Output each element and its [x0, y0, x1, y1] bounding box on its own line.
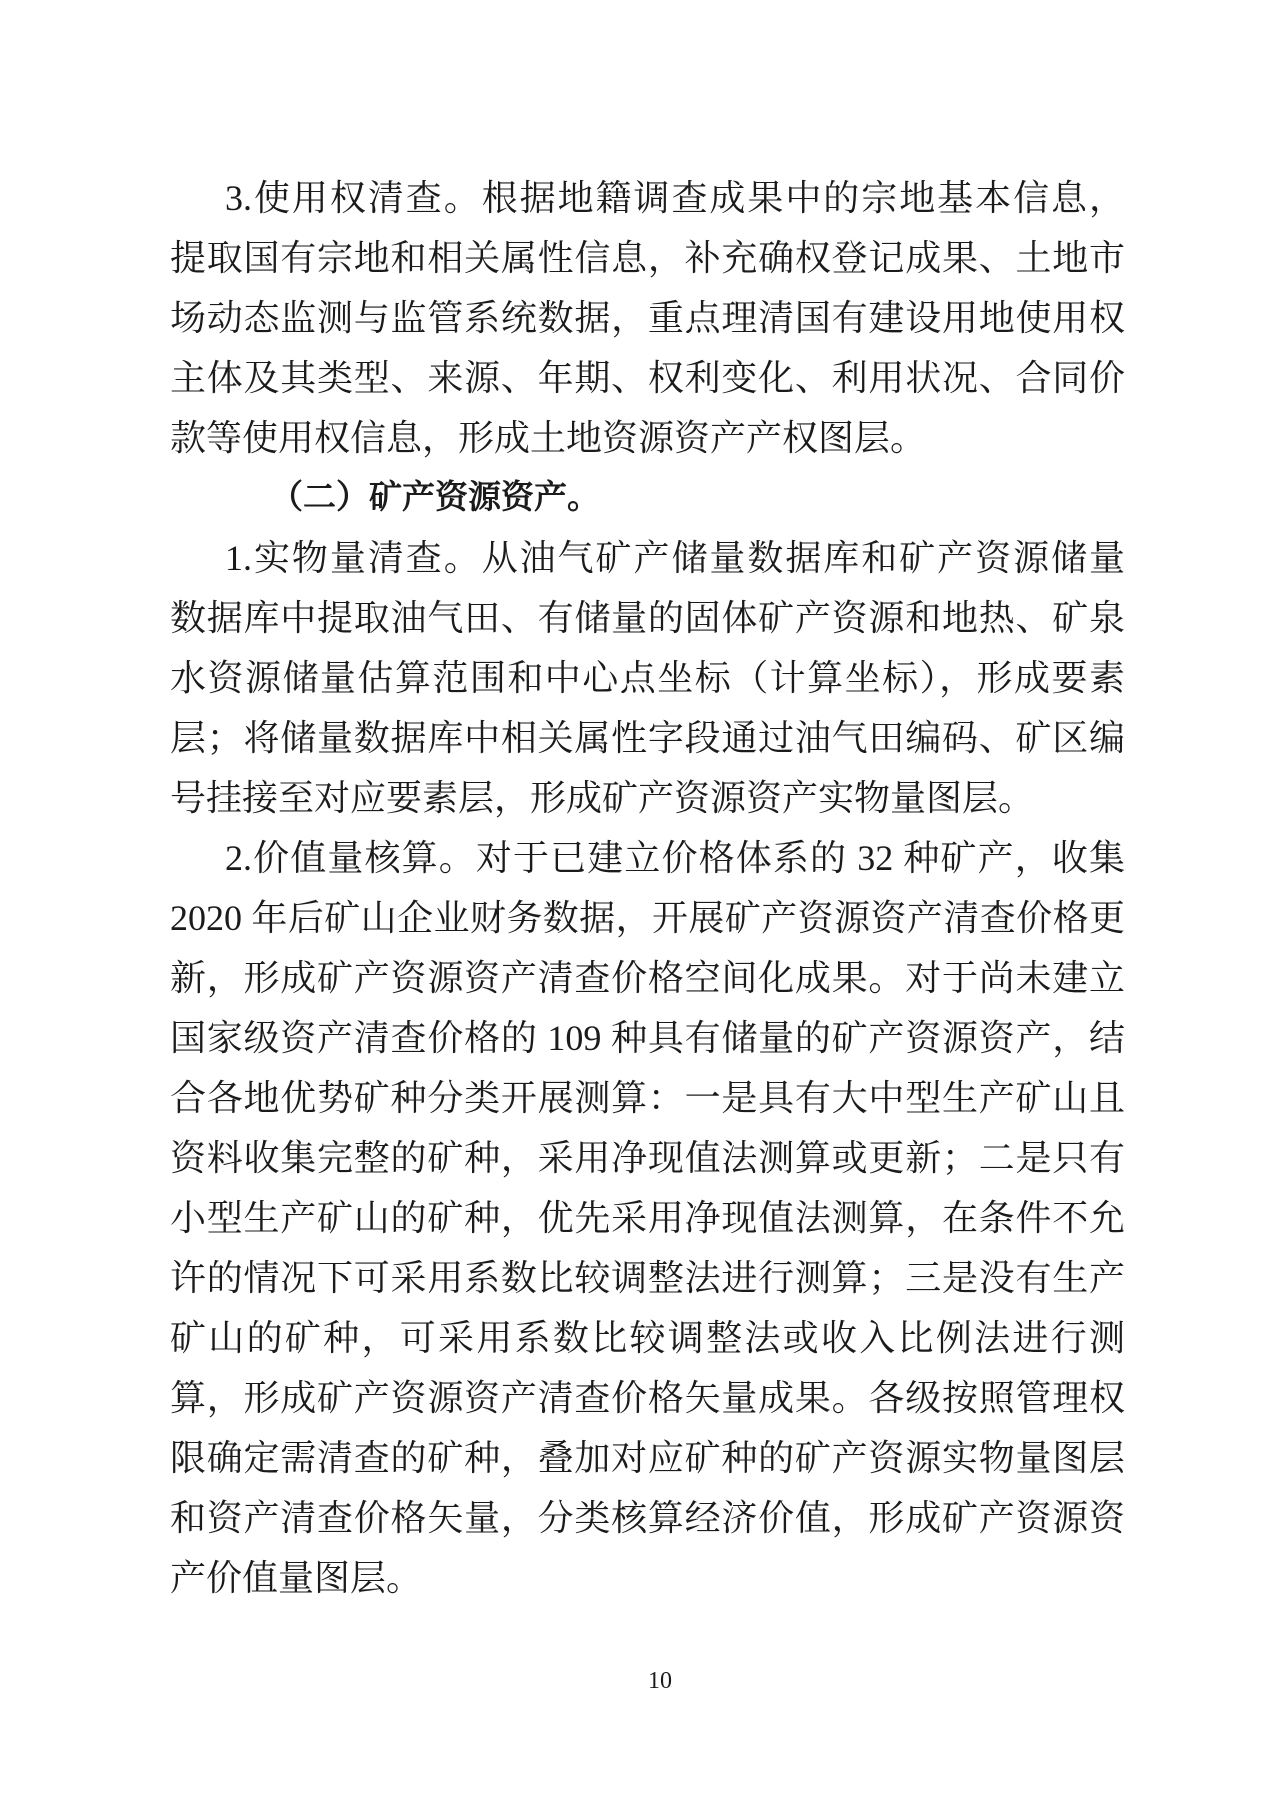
text-line: 矿山的矿种，可采用系数比较调整法或收入比例法进行测: [170, 1318, 1125, 1358]
text-line: 主体及其类型、来源、年期、权利变化、利用状况、合同价: [170, 358, 1125, 398]
document-body: [170, 168, 1125, 1608]
text-line: 号挂接至对应要素层，形成矿产资源资产实物量图层。: [170, 778, 1035, 818]
text-line: 场动态监测与监管系统数据，重点理清国有建设用地使用权: [170, 298, 1125, 338]
text-line: 款等使用权信息，形成土地资源资产产权图层。: [170, 418, 927, 458]
text-line: 2020 年后矿山企业财务数据，开展矿产资源资产清查价格更: [170, 898, 1125, 938]
page-number: 10: [648, 1668, 672, 1694]
text-line: 小型生产矿山的矿种，优先采用净现值法测算，在条件不允: [170, 1198, 1125, 1238]
text-line: 提取国有宗地和相关属性信息，补充确权登记成果、土地市: [170, 238, 1125, 278]
text-line: 新，形成矿产资源资产清查价格空间化成果。对于尚未建立: [170, 958, 1125, 998]
text-line: 国家级资产清查价格的 109 种具有储量的矿产资源资产，结: [170, 1018, 1125, 1058]
section-heading: （二）矿产资源资产。: [270, 480, 600, 516]
text-line: 水资源储量估算范围和中心点坐标（计算坐标），形成要素: [170, 658, 1125, 698]
text-line: 和资产清查价格矢量，分类核算经济价值，形成矿产资源资: [170, 1498, 1125, 1538]
text-line: 2.价值量核算。对于已建立价格体系的 32 种矿产，收集: [225, 838, 1125, 878]
text-line: 产价值量图层。: [170, 1558, 423, 1598]
text-line: 算，形成矿产资源资产清查价格矢量成果。各级按照管理权: [170, 1378, 1125, 1418]
text-line: 限确定需清查的矿种，叠加对应矿种的矿产资源实物量图层: [170, 1438, 1125, 1478]
text-line: 资料收集完整的矿种，采用净现值法测算或更新；二是只有: [170, 1138, 1125, 1178]
text-line: 3.使用权清查。根据地籍调查成果中的宗地基本信息，: [225, 178, 1125, 218]
text-line: 1.实物量清查。从油气矿产储量数据库和矿产资源储量: [225, 538, 1125, 578]
text-line: 合各地优势矿种分类开展测算：一是具有大中型生产矿山且: [170, 1078, 1125, 1118]
text-line: 数据库中提取油气田、有储量的固体矿产资源和地热、矿泉: [170, 598, 1125, 638]
text-line: 层；将储量数据库中相关属性字段通过油气田编码、矿区编: [170, 718, 1125, 758]
text-line: 许的情况下可采用系数比较调整法进行测算；三是没有生产: [170, 1258, 1125, 1298]
